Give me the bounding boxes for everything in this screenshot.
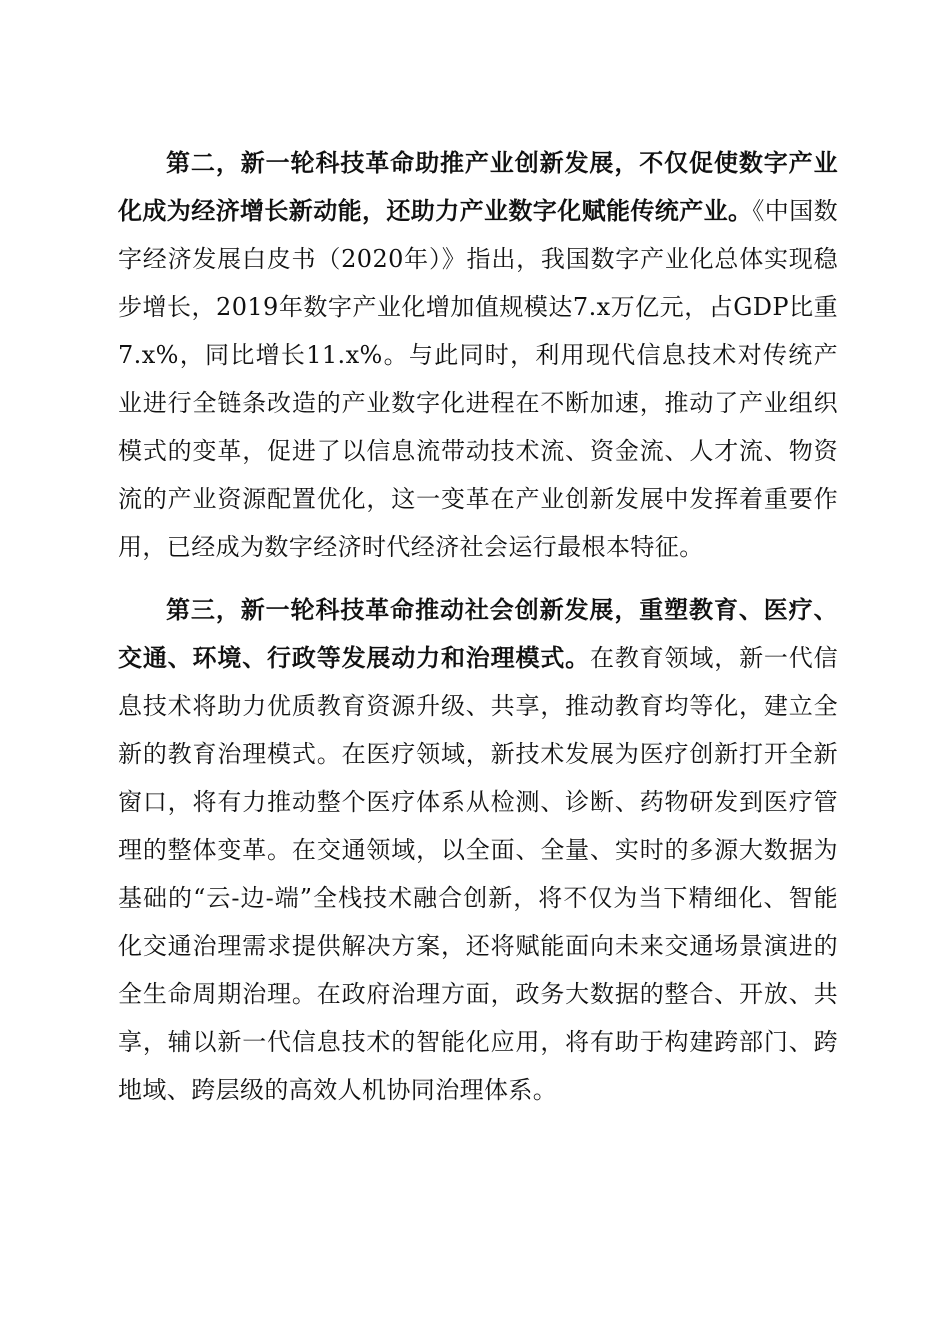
paragraph-third-body: 在教育领域，新一代信息技术将助力优质教育资源升级、共享，推动教育均等化，建立全新的教育治理模式。在医疗领域，新技术发展为医疗创新打开全新窗口，将有力推动整个医疗体系从检测、诊断、药物研发到医疗管理的整体变革。在交通领域，以全面、全量、实时的多源大数据为基础的“云-边-端”全栈技术融合创新，将不仅为当下精细化、智能化交通治理需求提供解决方案，还将赋能面向未来交通场景演进的全生命周期治理。在政府治理方面，政务大数据的整合、开放、共享，辅以新一代信息技术的智能化应用，将有助于构建跨部门、跨地域、跨层级的高效人机协同治理体系。 — [118, 644, 838, 1104]
paragraph-second-lead: 第二，新一轮科技革命助推产业创新发展，不仅促使数字产业化成为经济增长新动能，还助力产业数字化赋能传统产业。 — [118, 148, 838, 225]
paragraph-second — [118, 139, 838, 571]
paragraph-second-body: 《中国数字经济发展白皮书（2020年）》指出，我国数字产业化总体实现稳步增长，2019年数字产业化增加值规模达7.x万亿元，占GDP比重7.x%，同比增长11.x%。与此同时，利用现代信息技术对传统产业进行全链条改造的产业数字化进程在不断加速，推动了产业组织模式的变革，促进了以信息流带动技术流、资金流、人才流、物资流的产业资源配置优化，这一变革在产业创新发展中发挥着重要作用，已经成为数字经济时代经济社会运行最根本特征。 — [118, 197, 839, 561]
paragraph-third-lead: 第三，新一轮科技革命推动社会创新发展，重塑教育、医疗、交通、环境、行政等发展动力和治理模式。 — [118, 595, 838, 672]
paragraph-third — [118, 586, 838, 1114]
